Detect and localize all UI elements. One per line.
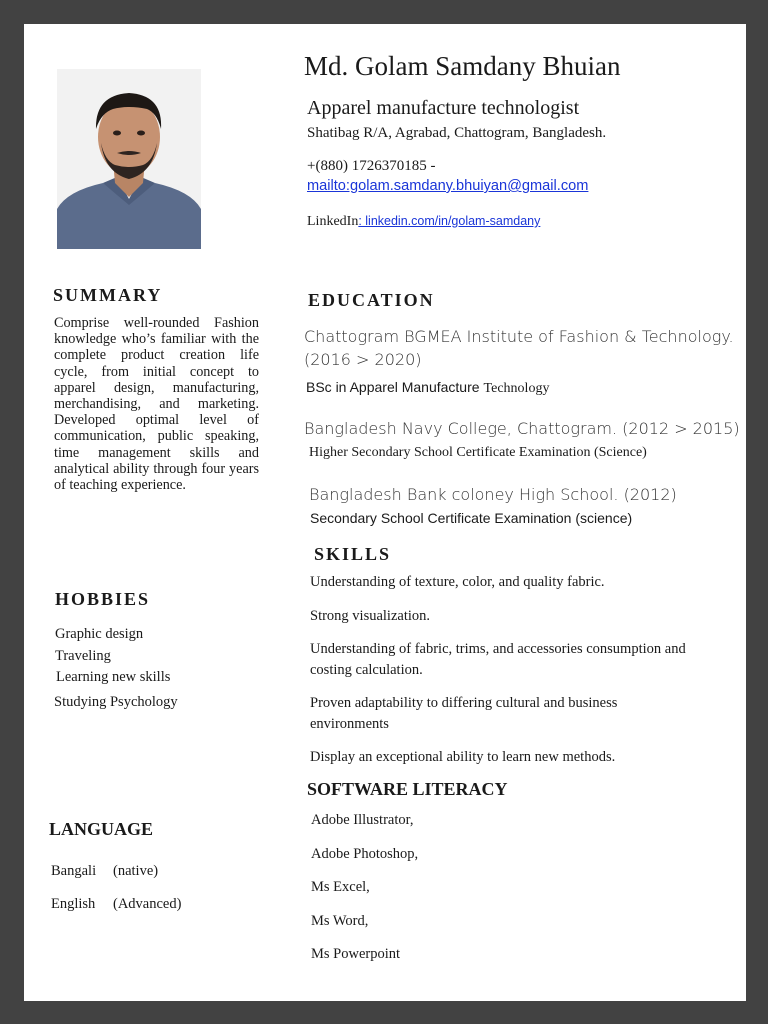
education-heading: EDUCATION — [308, 290, 435, 310]
resume-page — [24, 24, 746, 1001]
job-title: Apparel manufacture technologist — [307, 97, 580, 119]
software-item: Adobe Illustrator, — [311, 812, 414, 828]
skill-item: Strong visualization. — [310, 608, 431, 624]
hobby-item: Graphic design — [55, 626, 144, 642]
skill-item: Proven adaptability to differing cultural and business — [310, 695, 618, 711]
linkedin-row — [307, 214, 540, 230]
address: Shatibag R/A, Agrabad, Chattogram, Bangladesh. — [307, 125, 607, 141]
profile-photo — [57, 69, 201, 249]
applicant-name: Md. Golam Samdany Bhuian — [304, 51, 621, 81]
education-institution: Bangladesh Navy College, Chattogram. (2012 > 2015) — [304, 419, 740, 438]
linkedin-link[interactable]: : linkedin.com/in/golam-samdany — [358, 214, 541, 228]
education-degree: Higher Secondary School Certificate Examination (Science) — [309, 445, 647, 460]
software-item: Ms Powerpoint — [311, 946, 401, 962]
skill-item: Understanding of texture, color, and quality fabric. — [310, 574, 605, 590]
education-institution: Chattogram BGMEA Institute of Fashion & Technology. — [304, 327, 734, 346]
language-level: (Advanced) — [113, 896, 182, 912]
summary-heading: SUMMARY — [53, 285, 163, 305]
hobbies-heading: HOBBIES — [55, 589, 151, 609]
skills-heading: SKILLS — [314, 544, 392, 564]
summary-text: Comprise well-rounded Fashion knowledge who’s familiar with the complete product creation life cycle, from initial concept to apparel design, manufacturing, merchandising, and marketing. Developed optimal level of communication, public speaking, time management skills and analytical ability through four years of teaching experience. — [54, 315, 259, 494]
education-degree: Secondary School Certificate Examination (science) — [310, 510, 633, 526]
education-years: (2016 > 2020) — [304, 350, 422, 369]
skill-item: environments — [310, 716, 389, 732]
skill-item: Understanding of fabric, trims, and accessories consumption and — [310, 641, 686, 657]
skill-item: Display an exceptional ability to learn new methods. — [310, 749, 616, 765]
skill-item: costing calculation. — [310, 662, 423, 678]
language-name: English — [51, 896, 96, 912]
portrait-image — [57, 69, 201, 249]
software-item: Ms Word, — [311, 913, 369, 929]
hobby-item: Studying Psychology — [54, 694, 178, 710]
hobby-item: Learning new skills — [56, 669, 171, 685]
hobby-item: Traveling — [55, 648, 111, 664]
language-name: Bangali — [51, 863, 97, 879]
software-heading: SOFTWARE LITERACY — [307, 779, 508, 799]
education-institution: Bangladesh Bank coloney High School. (2012) — [309, 485, 677, 504]
software-item: Adobe Photoshop, — [311, 846, 419, 862]
linkedin-label: LinkedIn — [307, 214, 359, 229]
email-link[interactable]: mailto:golam.samdany.bhuiyan@gmail.com — [307, 178, 589, 194]
language-heading: LANGUAGE — [49, 819, 154, 839]
software-item: Ms Excel, — [311, 879, 370, 895]
language-level: (native) — [113, 863, 159, 879]
phone: +(880) 1726370185 - — [307, 158, 436, 174]
education-degree: BSc in Apparel Manufacture Technology — [306, 379, 550, 396]
